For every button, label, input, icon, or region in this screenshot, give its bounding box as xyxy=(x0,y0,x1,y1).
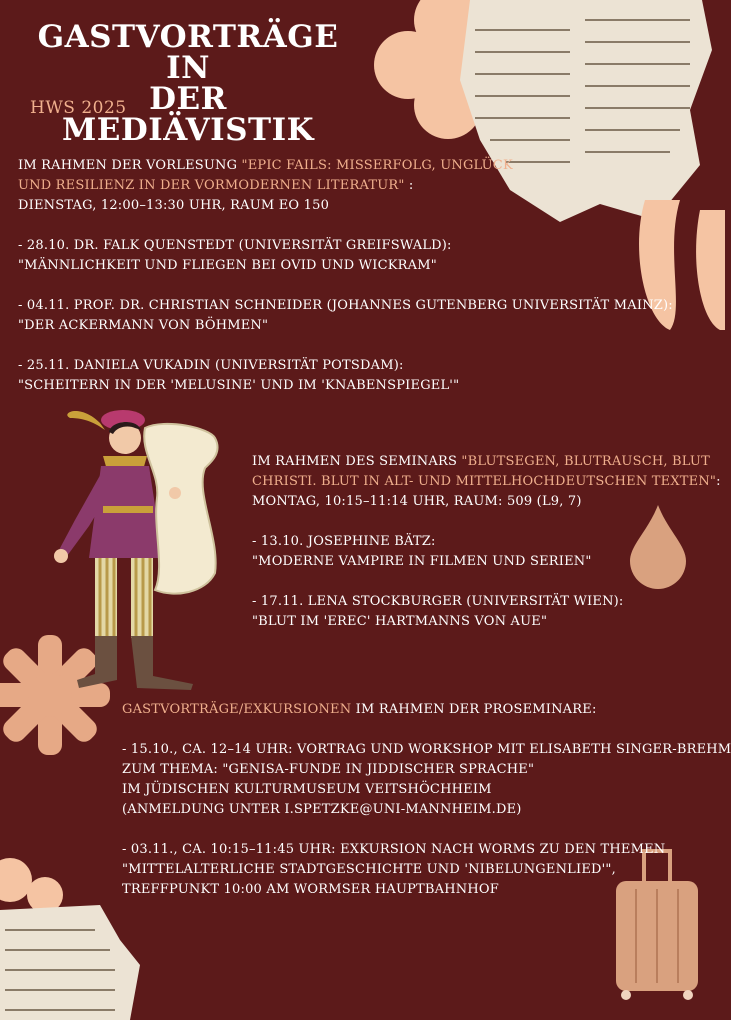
lecture-course-title-cont: UND RESILIENZ IN DER VORMODERNEN LITERATUR" xyxy=(18,178,405,193)
proseminar-heading-accent: GASTVORTRÄGE/EXKURSIONEN xyxy=(122,702,352,717)
semester-label: HWS 2025 xyxy=(30,98,127,118)
seminar-talk-1: - 13.10. JOSEPHINE BÄTZ: xyxy=(252,534,436,549)
seminar-intro: IM RAHMEN DES SEMINARS xyxy=(252,454,462,469)
proseminar-heading-rest: IM RAHMEN DER PROSEMINARE: xyxy=(351,702,597,717)
lecture-section xyxy=(18,156,673,396)
seminar-course-title: "BLUTSEGEN, BLUTRAUSCH, BLUT xyxy=(461,454,710,469)
seminar-talk-1-title: "MODERNE VAMPIRE IN FILMEN UND SERIEN" xyxy=(252,554,592,569)
lecture-schedule: DIENSTAG, 12:00–13:30 UHR, RAUM EO 150 xyxy=(18,198,330,213)
lecture-talk-3: - 25.11. DANIELA VUKADIN (UNIVERSITÄT POTSDAM): xyxy=(18,358,404,373)
seminar-course-title-cont: CHRISTI. BLUT IN ALT- UND MITTELHOCHDEUTSCHEN TEXTEN" xyxy=(252,474,717,489)
seminar-talk-2: - 17.11. LENA STOCKBURGER (UNIVERSITÄT WIEN): xyxy=(252,594,624,609)
event2-line-3: TREFFPUNKT 10:00 AM WORMSER HAUPTBAHNHOF xyxy=(122,882,499,897)
event1-line-3: IM JÜDISCHEN KULTURMUSEUM VEITSHÖCHHEIM xyxy=(122,782,492,797)
event2-line-1: - 03.11., CA. 10:15–11:45 UHR: EXKURSION NACH WORMS ZU DEN THEMEN xyxy=(122,842,666,857)
event1-line-1: - 15.10., CA. 12–14 UHR: VORTRAG UND WORKSHOP MIT ELISABETH SINGER-BREHM xyxy=(122,742,731,757)
page-title xyxy=(18,19,358,148)
lecture-course-suffix: : xyxy=(404,178,414,193)
lecture-talk-2: - 04.11. PROF. DR. CHRISTIAN SCHNEIDER (JOHANNES GUTENBERG UNIVERSITÄT MAINZ): xyxy=(18,298,673,313)
seminar-course-line xyxy=(252,472,721,492)
seminar-intro-line xyxy=(252,452,721,472)
lecture-course-title: "EPIC FAILS: MISSERFOLG, UNGLÜCK xyxy=(241,158,513,173)
lecture-talk-1: - 28.10. DR. FALK QUENSTEDT (UNIVERSITÄT GREIFSWALD): xyxy=(18,238,452,253)
lecture-course-line xyxy=(18,176,673,196)
event1-line-2: ZUM THEMA: "GENISA-FUNDE IN JIDDISCHER SPRACHE" xyxy=(122,762,535,777)
seminar-talk-2-title: "BLUT IM 'EREC' HARTMANNS VON AUE" xyxy=(252,614,548,629)
seminar-section xyxy=(252,452,721,632)
torn-paper-bottom-icon xyxy=(0,870,140,1020)
proseminar-heading xyxy=(122,700,731,720)
lecture-talk-2-title: "DER ACKERMANN VON BÖHMEN" xyxy=(18,318,269,333)
seminar-schedule: MONTAG, 10:15–11:14 UHR, RAUM: 509 (L9, 7) xyxy=(252,494,582,509)
proseminar-section xyxy=(122,700,731,900)
lecture-talk-3-title: "SCHEITERN IN DER 'MELUSINE' UND IM 'KNABENSPIEGEL'" xyxy=(18,378,460,393)
event2-line-2: "MITTELALTERLICHE STADTGESCHICHTE UND 'NIBELUNGENLIED'", xyxy=(122,862,616,877)
lecture-talk-1-title: "MÄNNLICHKEIT UND FLIEGEN BEI OVID UND WICKRAM" xyxy=(18,258,437,273)
lecture-intro-line xyxy=(18,156,673,176)
page-title-line1: GASTVORTRÄGE IN xyxy=(37,19,339,86)
jester-figure-icon xyxy=(45,398,235,698)
lecture-intro: IM RAHMEN DER VORLESUNG xyxy=(18,158,242,173)
page-title-line2: DER MEDIÄVISTIK xyxy=(61,81,315,148)
event1-line-4: (ANMELDUNG UNTER I.SPETZKE@UNI-MANNHEIM.DE) xyxy=(122,802,522,817)
seminar-course-suffix: : xyxy=(716,474,721,489)
